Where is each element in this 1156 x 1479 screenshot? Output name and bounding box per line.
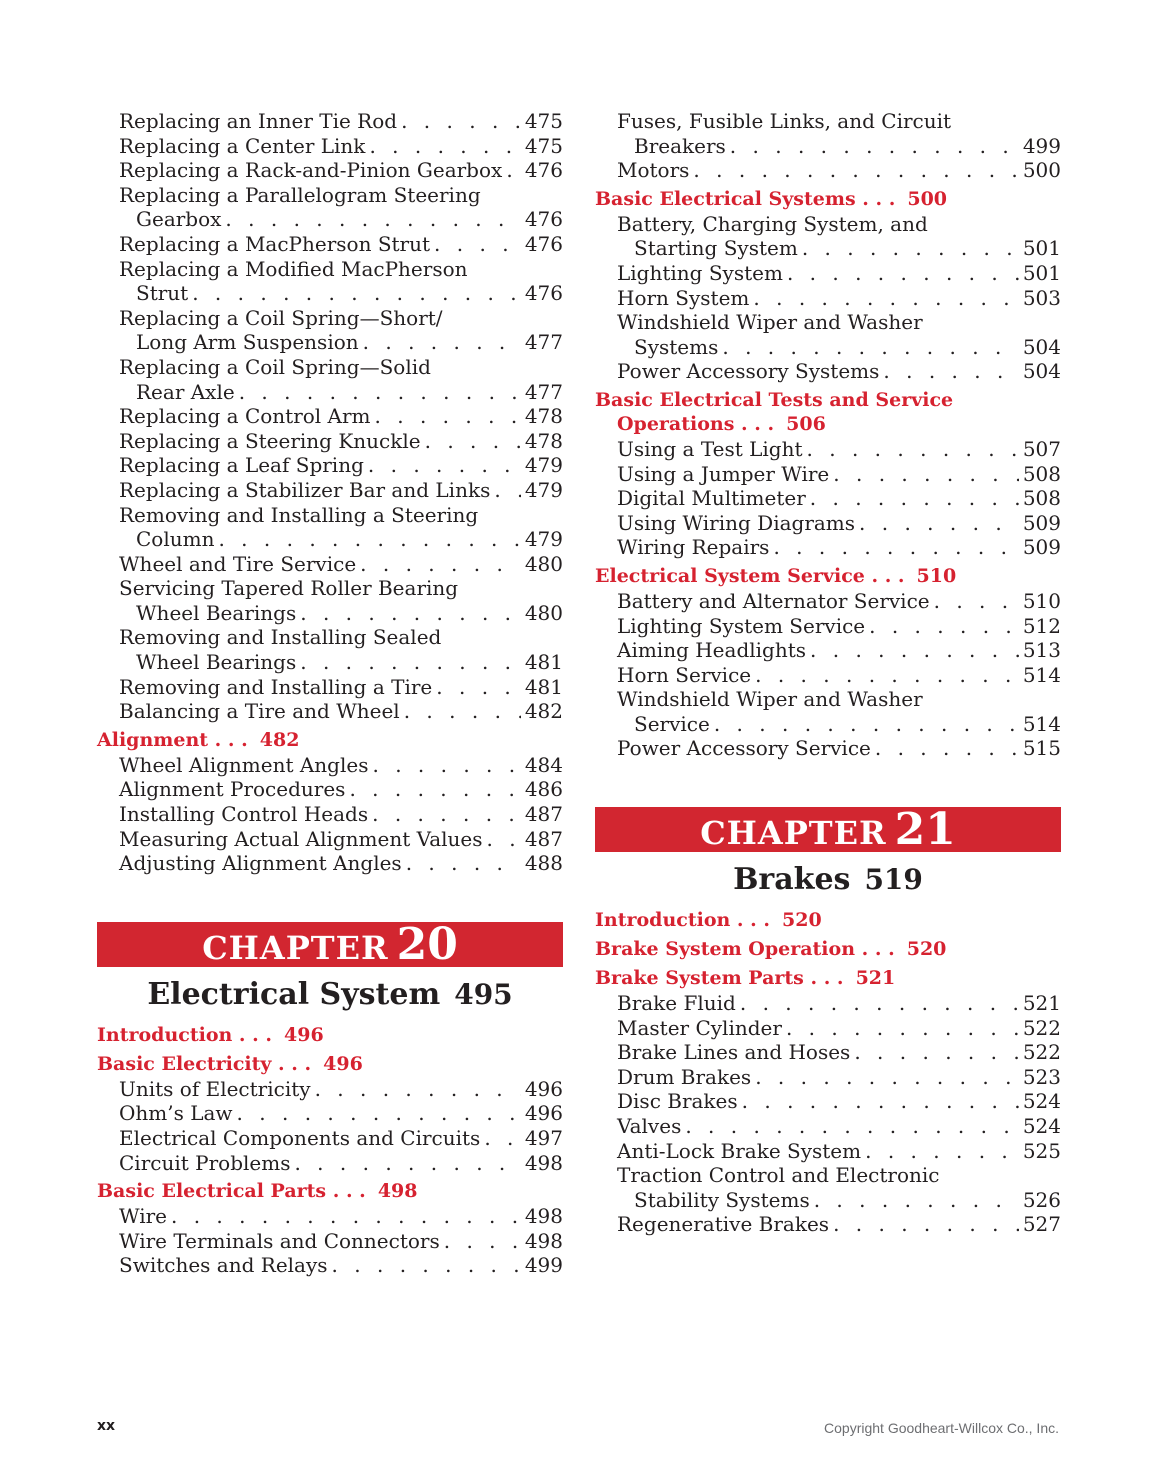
toc-entry-page: 514: [1022, 711, 1061, 736]
toc-entry[interactable]: [595, 535, 1061, 560]
toc-entry-title: Horn System: [617, 285, 750, 310]
toc-entry-title: Wheel Bearings: [136, 650, 297, 675]
dot-leader: [375, 404, 521, 429]
dot-leader: [192, 281, 521, 306]
toc-entry-line1: Replacing a Parallelogram Steering: [119, 182, 481, 207]
toc-entry-title: Systems: [634, 334, 719, 359]
toc-entry[interactable]: [595, 1212, 1061, 1237]
dot-leader: [693, 158, 1018, 183]
toc-entry-title: Measuring Actual Alignment Values: [119, 826, 483, 851]
toc-entry-title: Balancing a Tire and Wheel: [119, 699, 400, 724]
toc-entry-page: 524: [1022, 1089, 1061, 1114]
toc-entry[interactable]: [595, 335, 1061, 360]
toc-entry-title: Replacing a MacPherson Strut: [119, 231, 431, 256]
dot-leader: [372, 802, 521, 827]
toc-entry-page: 478: [524, 404, 563, 429]
toc-entry-page: 476: [524, 231, 563, 256]
toc-entry-page: 526: [1022, 1187, 1061, 1212]
toc-entry-title: Electrical Components and Circuits: [119, 1126, 481, 1150]
dot-leader: [363, 330, 521, 355]
toc-entries-right-top: [595, 109, 1061, 183]
toc-entry-title: Wheel Bearings: [136, 600, 297, 625]
toc-entry-page: 508: [1022, 486, 1061, 511]
toc-entry-page: 482: [524, 699, 563, 724]
dot-leader: [434, 232, 521, 257]
toc-entry[interactable]: [97, 1151, 563, 1176]
toc-entry[interactable]: [97, 802, 563, 827]
dot-leader: [171, 1204, 521, 1229]
toc-entry-title: Power Accessory Service: [617, 736, 871, 761]
toc-entry[interactable]: [97, 650, 563, 675]
toc-entry-page: 498: [524, 1150, 563, 1175]
toc-entry[interactable]: [97, 1229, 563, 1254]
toc-entry[interactable]: [97, 404, 563, 429]
toc-entry-page: 480: [524, 551, 563, 576]
toc-entry[interactable]: [97, 158, 563, 183]
toc-entry-title: Ohm’s Law: [119, 1101, 233, 1126]
toc-entry-page: 475: [524, 133, 563, 158]
toc-entry-page: 504: [1022, 334, 1061, 359]
toc-entry-title: Regenerative Brakes: [617, 1212, 830, 1237]
dot-leader: [494, 478, 520, 503]
dot-leader: [807, 437, 1019, 462]
toc-entry-page: 500: [1022, 158, 1061, 183]
toc-entry-line1: Windshield Wiper and Washer: [617, 310, 923, 335]
toc-entry-line1: Traction Control and Electronic: [617, 1163, 940, 1188]
toc-entry[interactable]: [97, 827, 563, 852]
toc-entry-title: Strut: [136, 281, 189, 306]
dot-leader: [810, 486, 1019, 511]
toc-entry-title: Anti-Lock Brake System: [617, 1138, 862, 1163]
toc-entry-line1: Battery, Charging System, and: [617, 211, 928, 236]
toc-entry-title: Wiring Repairs: [617, 535, 770, 560]
toc-entry[interactable]: [595, 1114, 1061, 1139]
dot-leader: [225, 207, 520, 232]
dot-leader: [714, 712, 1019, 737]
section-heading-brake-operation[interactable]: Brake System Operation . . . 520: [595, 938, 947, 961]
dot-leader: [300, 601, 521, 626]
toc-entry-page: 496: [524, 1101, 563, 1126]
toc-entry[interactable]: [97, 134, 563, 159]
toc-entry-title: Replacing a Center Link: [119, 133, 366, 158]
toc-entry-title: Units of Electricity: [119, 1076, 311, 1101]
toc-entry-page: 510: [1022, 588, 1061, 613]
toc-entry-page: 499: [524, 1253, 563, 1278]
toc-entry-page: 501: [1022, 236, 1061, 261]
toc-entry-page: 481: [524, 674, 563, 699]
toc-entry[interactable]: [97, 1126, 563, 1151]
toc-entry-page: 501: [1022, 260, 1061, 285]
dot-leader: [773, 535, 1018, 560]
toc-entry-page: 507: [1022, 436, 1061, 461]
section-heading-basic-electrical-parts[interactable]: Basic Electrical Parts . . . 498: [97, 1180, 418, 1203]
toc-entries-system-service: [595, 589, 1061, 761]
dot-leader: [833, 1212, 1019, 1237]
toc-entry-title: Using a Jumper Wire: [617, 461, 830, 486]
dot-leader: [349, 777, 520, 802]
section-heading-system-service[interactable]: Electrical System Service . . . 510: [595, 564, 957, 587]
toc-entry[interactable]: [97, 281, 563, 306]
toc-entry-page: 477: [524, 379, 563, 404]
toc-entry-page: 497: [524, 1126, 563, 1150]
dot-leader: [859, 511, 1019, 536]
toc-entry[interactable]: [595, 462, 1061, 487]
toc-entry-title: Horn Service: [617, 662, 752, 687]
toc-entry[interactable]: [595, 614, 1061, 639]
dot-leader: [436, 675, 521, 700]
toc-entries-basic-parts: [97, 1204, 563, 1278]
toc-entry[interactable]: [97, 109, 563, 134]
toc-entry-page: 523: [1022, 1064, 1061, 1089]
toc-entry-title: Adjusting Alignment Angles: [119, 851, 402, 876]
toc-entry[interactable]: [97, 330, 563, 355]
toc-entries-basic-tests: [595, 437, 1061, 560]
toc-entries-alignment: [97, 753, 563, 876]
toc-entry-page: 525: [1022, 1138, 1061, 1163]
toc-entry[interactable]: [595, 991, 1061, 1016]
toc-entry-title: Power Accessory Systems: [617, 359, 880, 384]
toc-entry-title: Brake Fluid: [617, 991, 736, 1016]
toc-entry[interactable]: [595, 712, 1061, 737]
toc-entry-page: 476: [524, 281, 563, 306]
toc-entry-title: Switches and Relays: [119, 1253, 328, 1278]
toc-entry-page: 498: [524, 1228, 563, 1253]
toc-entry[interactable]: [595, 236, 1061, 261]
toc-entry-page: 496: [524, 1076, 563, 1101]
dot-leader: [484, 1126, 520, 1151]
dot-leader: [406, 851, 521, 876]
toc-entry-title: Rear Axle: [136, 379, 235, 404]
dot-leader: [802, 236, 1019, 261]
toc-entry-page: 479: [524, 527, 563, 552]
toc-entry-page: 504: [1022, 359, 1061, 384]
toc-entry-title: Removing and Installing a Tire: [119, 674, 433, 699]
toc-entry-title: Column: [136, 527, 215, 552]
section-heading-basic-tests[interactable]: Basic Electrical Tests and Service Operations . . . 506: [595, 388, 954, 435]
dot-leader: [368, 453, 521, 478]
toc-entry[interactable]: [97, 232, 563, 257]
dot-leader: [869, 614, 1019, 639]
toc-entry-title: Wheel Alignment Angles: [119, 752, 369, 777]
toc-entry-page: 477: [524, 330, 563, 355]
toc-entry-title: Stability Systems: [634, 1187, 810, 1212]
dot-leader: [487, 827, 521, 852]
dot-leader: [401, 109, 521, 134]
toc-entry-page: 479: [524, 453, 563, 478]
toc-entry-title: Installing Control Heads: [119, 802, 369, 827]
dot-leader: [740, 991, 1019, 1016]
toc-entry-title: Replacing a Control Arm: [119, 404, 371, 429]
dot-leader: [755, 1065, 1019, 1090]
section-heading-brake-parts[interactable]: Brake System Parts . . . 521: [595, 967, 896, 990]
toc-entry-page: 498: [524, 1204, 563, 1229]
section-heading-introduction-ch21[interactable]: Introduction . . . 520: [595, 909, 822, 932]
dot-leader: [883, 359, 1018, 384]
toc-entry-page: 503: [1022, 285, 1061, 310]
toc-entry-page: 476: [524, 207, 563, 232]
page-number: xx: [97, 1418, 116, 1434]
dot-leader: [787, 261, 1019, 286]
toc-entry-page: 478: [524, 428, 563, 453]
toc-entry-title: Aiming Headlights: [617, 638, 807, 663]
toc-entry[interactable]: [97, 453, 563, 478]
toc-entry-page: 521: [1022, 991, 1061, 1016]
toc-entry-line1: Replacing a Modified MacPherson: [119, 256, 468, 281]
toc-entry-title: Replacing a Steering Knuckle: [119, 428, 421, 453]
toc-entry-page: 509: [1022, 535, 1061, 560]
dot-leader: [854, 1040, 1018, 1065]
toc-entry-page: 524: [1022, 1114, 1061, 1139]
toc-entries-left-top: [97, 109, 563, 724]
toc-entry-title: Wheel and Tire Service: [119, 551, 357, 576]
toc-entry[interactable]: [595, 1065, 1061, 1090]
dot-leader: [506, 158, 521, 183]
toc-entry-title: Service: [634, 711, 710, 736]
toc-entry-title: Breakers: [634, 133, 726, 158]
chapter-20-banner: CHAPTER 20: [97, 922, 563, 967]
toc-entry-line1: Fuses, Fusible Links, and Circuit: [617, 109, 952, 133]
toc-entry[interactable]: [595, 134, 1061, 159]
toc-left-column: [97, 109, 563, 1278]
toc-entry-page: 487: [524, 802, 563, 827]
dot-leader: [218, 527, 520, 552]
dot-leader: [685, 1114, 1018, 1139]
toc-entry[interactable]: [595, 638, 1061, 663]
dot-leader: [742, 1089, 1019, 1114]
dot-leader: [300, 650, 521, 675]
toc-entry-title: Digital Multimeter: [617, 486, 806, 511]
dot-leader: [810, 638, 1019, 663]
toc-entry[interactable]: [97, 675, 563, 700]
toc-entry-page: 512: [1022, 613, 1061, 638]
toc-entry-page: 514: [1022, 662, 1061, 687]
toc-entry-page: 515: [1022, 736, 1061, 761]
toc-entry-page: 508: [1022, 461, 1061, 486]
toc-entry-page: 488: [524, 851, 563, 876]
toc-entry-title: Long Arm Suspension: [136, 330, 359, 355]
toc-entry-title: Valves: [617, 1114, 682, 1139]
dot-leader: [814, 1188, 1019, 1213]
dot-leader: [444, 1229, 521, 1254]
toc-entry-page: 513: [1022, 638, 1061, 663]
section-heading-introduction-ch20[interactable]: Introduction . . . 496: [97, 1023, 324, 1046]
dot-leader: [404, 699, 521, 724]
dot-leader: [237, 1101, 521, 1126]
toc-entry[interactable]: [97, 1077, 563, 1102]
dot-leader: [332, 1253, 521, 1278]
toc-entry-title: Replacing an Inner Tie Rod: [119, 109, 398, 133]
toc-entry-title: Master Cylinder: [617, 1015, 782, 1040]
toc-entry-title: Using Wiring Diagrams: [617, 510, 856, 535]
toc-entry-title: Replacing a Leaf Spring: [119, 453, 364, 478]
toc-entry[interactable]: [595, 1139, 1061, 1164]
dot-leader: [875, 736, 1019, 761]
dot-leader: [865, 1139, 1019, 1164]
toc-entry[interactable]: [97, 527, 563, 552]
toc-entry[interactable]: [595, 1089, 1061, 1114]
toc-entry-title: Using a Test Light: [617, 436, 803, 461]
toc-entry[interactable]: [97, 478, 563, 503]
toc-entry[interactable]: [97, 753, 563, 778]
toc-entry[interactable]: [595, 286, 1061, 311]
dot-leader: [294, 1151, 520, 1176]
toc-entry-title: Drum Brakes: [617, 1064, 752, 1089]
toc-entry[interactable]: [97, 1204, 563, 1229]
toc-entry[interactable]: [97, 380, 563, 405]
toc-entry-title: Replacing a Stabilizer Bar and Links: [119, 477, 491, 502]
toc-entries-brake-parts: [595, 991, 1061, 1237]
toc-entry-title: Gearbox: [136, 207, 222, 232]
toc-entries-basic-systems: [595, 212, 1061, 384]
dot-leader: [360, 552, 521, 577]
toc-entry-title: Lighting System: [617, 260, 783, 285]
toc-entry-title: Battery and Alternator Service: [617, 588, 930, 613]
toc-entry[interactable]: [595, 736, 1061, 761]
toc-entry-line1: Windshield Wiper and Washer: [617, 687, 923, 712]
toc-entry-page: 480: [524, 600, 563, 625]
dot-leader: [833, 462, 1019, 487]
section-heading-basic-electrical-systems[interactable]: Basic Electrical Systems . . . 500: [595, 187, 948, 210]
toc-entry-page: 522: [1022, 1015, 1061, 1040]
toc-entry[interactable]: [97, 552, 563, 577]
toc-entry[interactable]: [595, 1188, 1061, 1213]
toc-entry-page: 481: [524, 650, 563, 675]
section-heading-alignment[interactable]: Alignment . . . 482: [97, 728, 300, 751]
chapter-20-title[interactable]: Electrical System 495: [147, 976, 513, 1012]
toc-entry-title: Wire: [119, 1204, 167, 1229]
dot-leader: [755, 663, 1019, 688]
toc-entry[interactable]: [97, 1101, 563, 1126]
toc-entry[interactable]: [97, 601, 563, 626]
dot-leader: [786, 1016, 1019, 1041]
dot-leader: [753, 286, 1018, 311]
toc-entries-basic-electricity: [97, 1077, 563, 1175]
toc-entry-page: 522: [1022, 1040, 1061, 1065]
toc-entry[interactable]: [595, 486, 1061, 511]
toc-entry-line1: Replacing a Coil Spring—Solid: [119, 354, 431, 379]
toc-entry[interactable]: [97, 429, 563, 454]
dot-leader: [315, 1077, 521, 1102]
dot-leader: [934, 589, 1019, 614]
toc-entry-title: Wire Terminals and Connectors: [119, 1228, 440, 1253]
toc-entry-title: Disc Brakes: [617, 1089, 738, 1114]
dot-leader: [425, 429, 521, 454]
section-heading-basic-electricity[interactable]: Basic Electricity . . . 496: [97, 1052, 363, 1075]
toc-entry-title: Lighting System Service: [617, 613, 866, 638]
toc-entry-page: 476: [524, 158, 563, 183]
toc-entry[interactable]: [595, 158, 1061, 183]
toc-entry-line1: Servicing Tapered Roller Bearing: [119, 576, 459, 601]
toc-entry-title: Circuit Problems: [119, 1150, 291, 1175]
dot-leader: [372, 753, 520, 778]
toc-entry-line1: Removing and Installing a Steering: [119, 502, 479, 527]
toc-entry-title: Motors: [617, 158, 690, 183]
toc-entry-line1: Removing and Installing Sealed: [119, 625, 442, 650]
toc-entry-page: 479: [524, 477, 563, 502]
toc-entry[interactable]: [595, 1040, 1061, 1065]
toc-entry[interactable]: [595, 437, 1061, 462]
toc-entry[interactable]: [595, 589, 1061, 614]
toc-entry-title: Replacing a Rack-and-Pinion Gearbox: [119, 158, 503, 183]
toc-entry[interactable]: [595, 359, 1061, 384]
toc-entry-line1: Replacing a Coil Spring—Short/: [119, 305, 443, 330]
toc-entry-title: Brake Lines and Hoses: [617, 1040, 851, 1065]
toc-entry-page: 486: [524, 777, 563, 802]
toc-entry-title: Alignment Procedures: [119, 777, 346, 802]
toc-entry[interactable]: [97, 1253, 563, 1278]
toc-entry[interactable]: [97, 777, 563, 802]
dot-leader: [369, 134, 520, 159]
dot-leader: [730, 134, 1019, 159]
toc-right-column: [595, 109, 1061, 1237]
toc-entry[interactable]: [595, 1016, 1061, 1041]
dot-leader: [239, 380, 521, 405]
toc-entry-page: 487: [524, 826, 563, 851]
toc-entry-title: Starting System: [634, 236, 798, 261]
toc-entry-page: 475: [524, 109, 563, 133]
copyright-notice: Copyright Goodheart-Willcox Co., Inc.: [824, 1420, 1059, 1436]
toc-entry[interactable]: [595, 663, 1061, 688]
toc-entry[interactable]: [97, 207, 563, 232]
chapter-21-banner: CHAPTER 21: [595, 807, 1061, 852]
dot-leader: [722, 335, 1018, 360]
chapter-21-title[interactable]: Brakes 519: [733, 862, 923, 898]
toc-entry-page: 499: [1022, 133, 1061, 158]
toc-entry-page: 509: [1022, 510, 1061, 535]
toc-entry-page: 527: [1022, 1212, 1061, 1237]
toc-entry-page: 484: [524, 752, 563, 777]
toc-entry[interactable]: [97, 699, 563, 724]
toc-entry[interactable]: [595, 511, 1061, 536]
toc-entry[interactable]: [97, 851, 563, 876]
toc-entry[interactable]: [595, 261, 1061, 286]
